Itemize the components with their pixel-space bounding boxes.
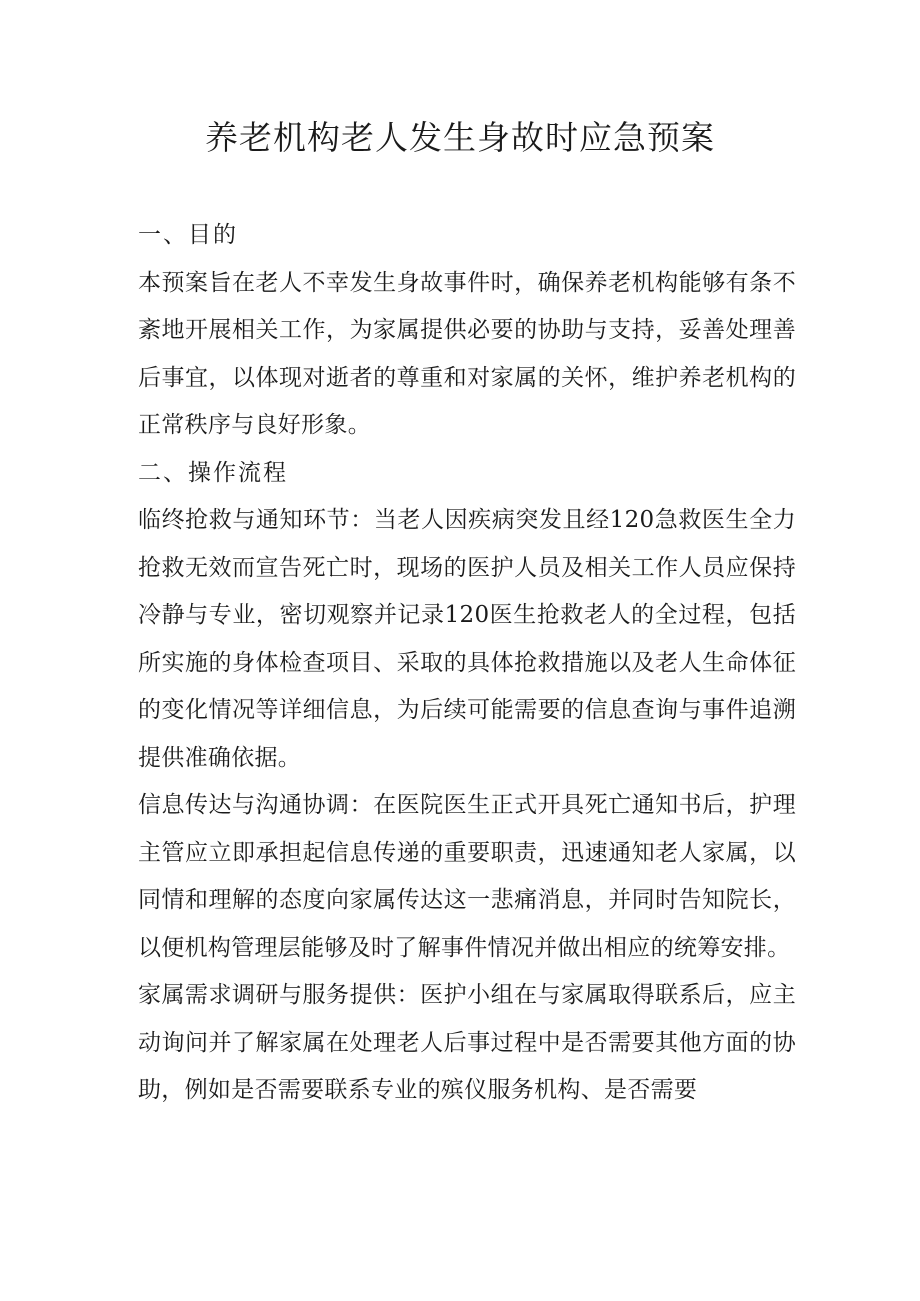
section-heading-purpose: 一、目的 <box>138 222 238 248</box>
procedure-paragraph-family-services: 家属需求调研与服务提供：医护小组在与家属取得联系后，应主动询问并了解家属在处理老人后事过程中是否需要其他方面的协助，例如是否需要联系专业的殡仪服务机构、是否需要 <box>138 982 796 1103</box>
section-heading-procedure: 二、操作流程 <box>138 459 288 486</box>
document-title: 养老机构老人发生身故时应急预案 <box>205 118 715 157</box>
document-body <box>138 212 796 1115</box>
procedure-paragraph-rescue-notification: 临终抢救与通知环节：当老人因疾病突发且经120急救医生全力抢救无效而宣告死亡时，现场的医护人员及相关工作人员应保持冷静与专业，密切观察并记录120医生抢救老人的全过程，包括所实施的身体检查项目、采取的具体抢救措施以及老人生命体征的变化情况等详细信息，为后续可能需要的信息查询与事件追溯提供准确依据。 <box>138 507 796 771</box>
purpose-paragraph: 本预案旨在老人不幸发生身故事件时，确保养老机构能够有条不紊地开展相关工作，为家属提供必要的协助与支持，妥善处理善后事宜，以体现对逝者的尊重和对家属的关怀，维护养老机构的正常秩序与良好形象。 <box>138 269 796 438</box>
procedure-paragraph-communication: 信息传达与沟通协调：在医院医生正式开具死亡通知书后，护理主管应立即承担起信息传递的重要职责，迅速通知老人家属，以同情和理解的态度向家属传达这一悲痛消息，并同时告知院长，以便机构管理层能够及时了解事件情况并做出相应的统筹安排。 <box>138 792 796 961</box>
